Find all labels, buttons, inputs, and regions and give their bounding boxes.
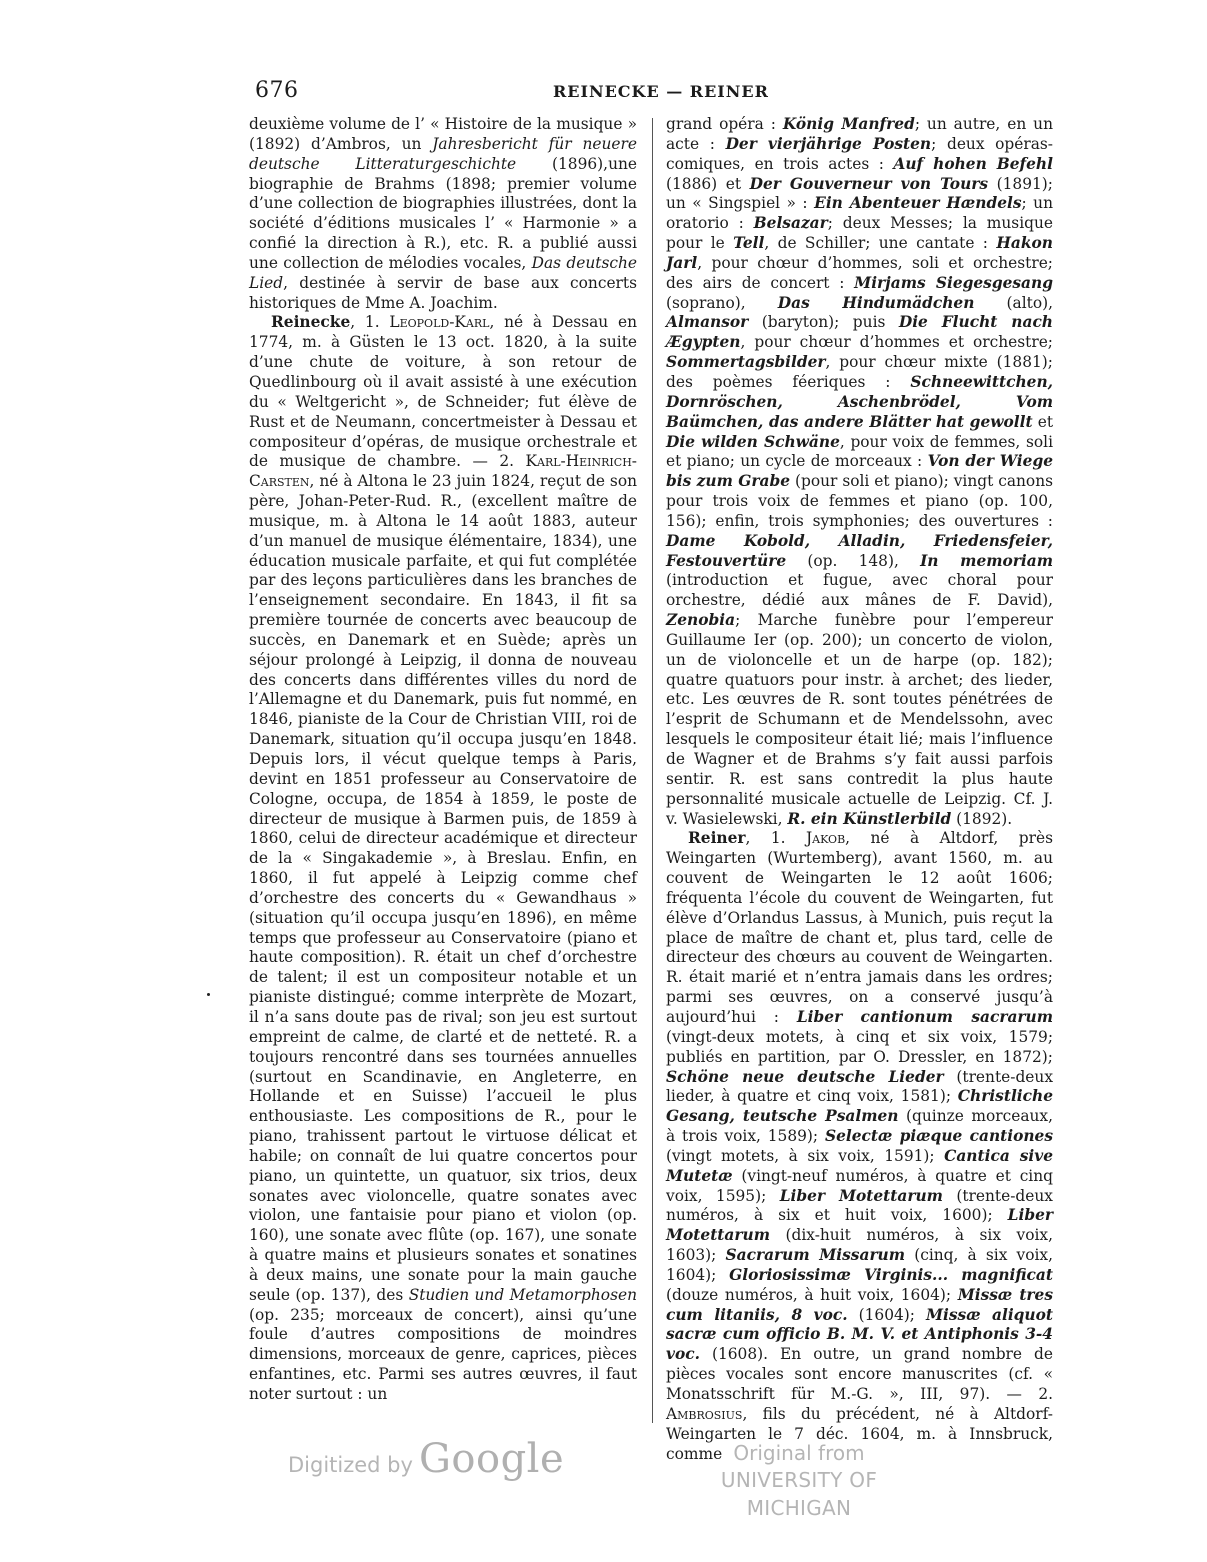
work-title: Missæ aliquot sacræ cum officio B. M. V. et Antiphonis 3-4 voc. [666,1305,1053,1364]
work-title: Missæ tres cum litaniis, 8 voc. [666,1285,1053,1324]
text-run: (baryton); puis [748,313,899,332]
work-title: Christliche Gesang, teutsche Psalmen [666,1087,1053,1126]
work-title: Die Flucht nach Ægypten [666,313,1054,352]
work-title: Hakon Jarl [666,234,1053,272]
work-title: Jahresbericht für neuere deutsche Litteraturgeschichte [249,134,637,173]
work-title: Studien und Metamorphosen [408,1285,637,1304]
stray-ink-dot [207,993,210,996]
work-title: Tell [733,234,765,253]
university-watermark [668,1440,930,1522]
work-title: Schneewittchen, Dornröschen, Aschenbrödel, Vom Baümchen, das andere Blätter hat gewollt [666,372,1053,431]
work-title: Ein Abenteuer Hændels [814,194,1022,213]
work-title: Liber Motettarum [666,1206,1053,1245]
text-run: ; Marche funèbre pour l’empereur Guillaume Ier (op. 200); un concerto de violon, un de violoncelle et un de harpe (op. 182); quatre quatuors pour instr. à archet; des lieder, etc. Les œuvres de R. sont toutes pénétrées de l’esprit de Schumann et de Mendelssohn, avec lesquels le compositeur était lié; mais l’influence de Wagner et de Brahms s’y fait aussi parfois sentir. R. est sans contredit la plus haute personnalité musicale actuelle de Leipzig. Cf. J. v. Wasielewski, [666,611,1053,828]
text-run: , fils du précédent, né à Altdorf-Weingarten le 7 déc. 1604, m. à Innsbruck, comme [666,1404,1053,1463]
left-column [249,115,637,1405]
text-run: (introduction et fugue, avec choral pour orchestre, dédié aux mânes de F. David), [666,571,1053,610]
work-title: Der Gouverneur von Tours [749,174,989,193]
person-name: Karl-Heinrich-Carsten [249,452,637,491]
work-title: Auf hohen Befehl [893,154,1053,173]
institution-name: UNIVERSITY OF MICHIGAN [720,1468,878,1520]
work-title: Mirjams Siegesgesang [854,273,1053,292]
paragraph-continuation-right [666,115,1053,829]
digitized-by-text: Digitized by [288,1453,413,1477]
work-title: Der vierjährige Posten [725,134,932,153]
entry-headword: Reinecke [271,313,351,332]
person-name: Jakob [806,829,846,848]
text-run: (1604); [847,1305,926,1324]
text-run: , 1. [745,829,807,848]
text-run: (cinq, à six voix, 1604); [666,1246,1053,1284]
google-logo: Google [418,1436,565,1482]
text-run: (trente-deux numéros, à six et huit voix, 1600); [666,1186,1053,1225]
text-run: ; deux opéras-comiques, en trois actes : [666,134,1054,173]
work-title: Almansor [666,313,749,332]
work-title: Belsazar [753,214,828,233]
column-divider [652,118,653,1423]
work-title: Das Hindumädchen [777,293,975,312]
text-run: (dix-huit numéros, à six voix, 1603); [666,1226,1053,1265]
text-run: , pour voix de femmes, soli et piano; un cycle de morceaux : [666,432,1053,471]
text-run: ; un autre, en un acte : [666,115,1053,153]
text-run: (op. 148), [786,551,921,570]
right-column [666,115,1053,1464]
text-run: , né à Dessau en 1774, m. à Güsten le 13 oct. 1820, à la suite d’une chute de voiture, à son retour de Quedlinbourg où il avait assisté à une exécution du « Weltgericht », de Schneider; fut élève de Rust et de Neumann, concertmeister à Dessau et compositeur d’opéras, de musique orchestrale et de musique de chambre. — 2. [249,313,637,471]
work-title: Gloriosissimæ Virginis... magnificat [729,1265,1053,1284]
text-run: , 1. [350,313,390,332]
text-run: grand opéra : [666,115,783,133]
paragraph-continuation [249,115,637,313]
text-run: deuxième volume de l’ « Histoire de la musique » (1892) d’Ambros, un [249,115,637,153]
text-run: , destinée à servir de base aux concerts historiques de Mme A. Joachim. [249,273,637,312]
work-title: Die wilden Schwäne [666,432,840,451]
work-title: R. ein Künstlerbild [787,809,952,828]
work-title: Cantica sive Mutetæ [666,1146,1053,1185]
work-title: Liber cantionum sacrarum [796,1007,1053,1026]
work-title: König Manfred [782,115,915,133]
text-run: , né à Altdorf, près Weingarten (Wurtemberg), avant 1560, m. au couvent de Weingarten le 12 août 1606; fréquenta l’école du couvent de Weingarten, fut élève d’Orlandus Lassus, à Munich, puis reçut la place de maître de chant et, plus tard, celle de directeur des chœurs au couvent de Weingarten. R. était marié et n’entra jamais dans les ordres; parmi ses œuvres, on a conservé jusqu’à aujourd’hui : [666,829,1053,1026]
work-title: Von der Wiege bis zum Grabe [666,452,1054,491]
text-run: (douze numéros, à huit voix, 1604); [666,1285,958,1304]
work-title: Selectæ piæque cantiones [824,1127,1054,1146]
work-title: Sacrarum Missarum [725,1246,906,1265]
entry-reinecke [249,313,637,1404]
page-number: 676 [255,78,299,103]
text-run: et [1032,412,1054,431]
person-name: Leopold-Karl [389,313,490,332]
google-watermark [288,1436,564,1482]
text-run: (vingt-neuf numéros, à quatre et cinq voix, 1595); [666,1166,1053,1205]
work-title: Das deutsche Lied [249,253,637,292]
text-run: (vingt motets, à six voix, 1591); [666,1146,945,1165]
text-run: (vingt-deux motets, à cinq et six voix, 1579; publiés en partition, par O. Dressler, en 1872); [666,1027,1053,1066]
text-run: ; un oratorio : [666,194,1054,233]
text-run: , de Schiller; une cantate : [764,234,997,253]
work-title: Schöne neue deutsche Lieder [666,1067,944,1086]
entry-reiner [666,829,1053,1464]
text-run: (1891); un « Singspiel » : [666,174,1053,213]
entry-headword: Reiner [688,829,746,848]
text-run: (quinze morceaux, à trois voix, 1589); [666,1107,1053,1146]
text-run: (alto), [974,293,1053,312]
work-title: Sommertagsbilder [666,353,826,372]
text-run: (soprano), [666,293,778,312]
text-run: , pour chœur d’hommes, soli et orchestre; des airs de concert : [666,253,1053,292]
work-title: In memoriam [920,551,1054,570]
text-run: (1886) et [666,174,750,193]
text-run: (1892). [951,809,1013,828]
text-run: (pour soli et piano); vingt canons pour trois voix de femmes et piano (op. 100, 156); enfin, trois symphonies; des ouvertures : [666,472,1054,530]
text-run: , pour chœur d’hommes et orchestre; [740,333,1053,352]
work-title: Zenobia [666,611,736,630]
work-title: Dame Kobold, Alladin, Friedensfeier, Festouvertüre [666,531,1053,570]
text-run: , pour chœur mixte (1881); des poèmes féeriques : [666,353,1053,391]
text-run: (trente-deux lieder, à quatre et cinq voix, 1581); [666,1067,1053,1106]
person-name: Ambrosius [666,1404,743,1423]
original-from-text: Original from [733,1441,865,1465]
text-run: (op. 235; morceaux de concert), ainsi qu’une foule d’autres compositions de moindres dimensions, morceaux de genre, caprices, pièces enfantines, etc. Parmi ses autres œuvres, il faut noter surtout : un [249,1305,637,1403]
running-head: REINECKE — REINER [553,82,769,101]
text-run: (1608). En outre, un grand nombre de pièces vocales sont encore manuscrites (cf. « Monatsschrift für M.-G. », III, 97). — 2. [666,1345,1053,1403]
text-run: (1896),une biographie de Brahms (1898; premier volume d’une collection de biographies illustrées, dont la société d’éditions musicales l’ « Harmonie » a confié la direction à R.), etc. R. a publié aussi une collection de mélodies vocales, [249,154,637,272]
text-run: , né à Altona le 23 juin 1824, reçut de son père, Johan-Peter-Rud. R., (excellent maître de musique, m. à Altona le 14 août 1883, auteur d’un manuel de musique élémentaire, 1834), une éducation musicale parfaite, et qui fut complétée par des leçons particulières dans les branches de l’enseignement secondaire. En 1843, il fit sa première tournée de concerts avec beaucoup de succès, en Danemark et en Suède; après un séjour prolongé à Leipzig, il donna de nouveau des concerts dans différentes villes du nord de l’Allemagne et du Danemark, puis fut nommé, en 1846, pianiste de la Cour de Christian VIII, roi de Danemark, situation qu’il occupa jusqu’en 1848. Depuis lors, il vécut quelque temps à Paris, devint en 1851 professeur au Conservatoire de Cologne, occupa, de 1854 à 1859, le poste de directeur de musique à Barmen puis, de 1859 à 1860, celui de directeur académique et directeur de la « Singakademie », à Breslau. Enfin, en 1860, il fut appelé à Leipzig comme chef d’orchestre des concerts du « Gewandhaus » (situation qu’il occupa jusqu’en 1896), en même temps que professeur au Conservatoire (piano et haute composition). R. était un chef d’orchestre de talent; il est un compositeur notable et un pianiste distingué; comme interprète de Mozart, il n’a sans doute pas de rival; son jeu est surtout empreint de calme, de clarté et de netteté. R. a toujours rencontré dans ses tournées annuelles (surtout en Scandinavie, en Angleterre, en Hollande et en Suisse) l’accueil le plus enthousiaste. Les compositions de R., pour le piano, trahissent partout le virtuose délicat et habile; on connaît de lui quatre concertos pour piano, un quintette, un quatuor, six trios, deux sonates avec violoncelle, quatre sonates avec violon, une fantaisie pour piano et violon (op. 160), une sonate avec flûte (op. 167), une sonate à quatre mains et plusieurs sonates et sonatines à deux mains, une sonate pour la main gauche seule (op. 137), des [249,472,637,1304]
work-title: Liber Motettarum [779,1186,943,1205]
text-run: ; deux Messes; la musique pour le [666,214,1053,253]
